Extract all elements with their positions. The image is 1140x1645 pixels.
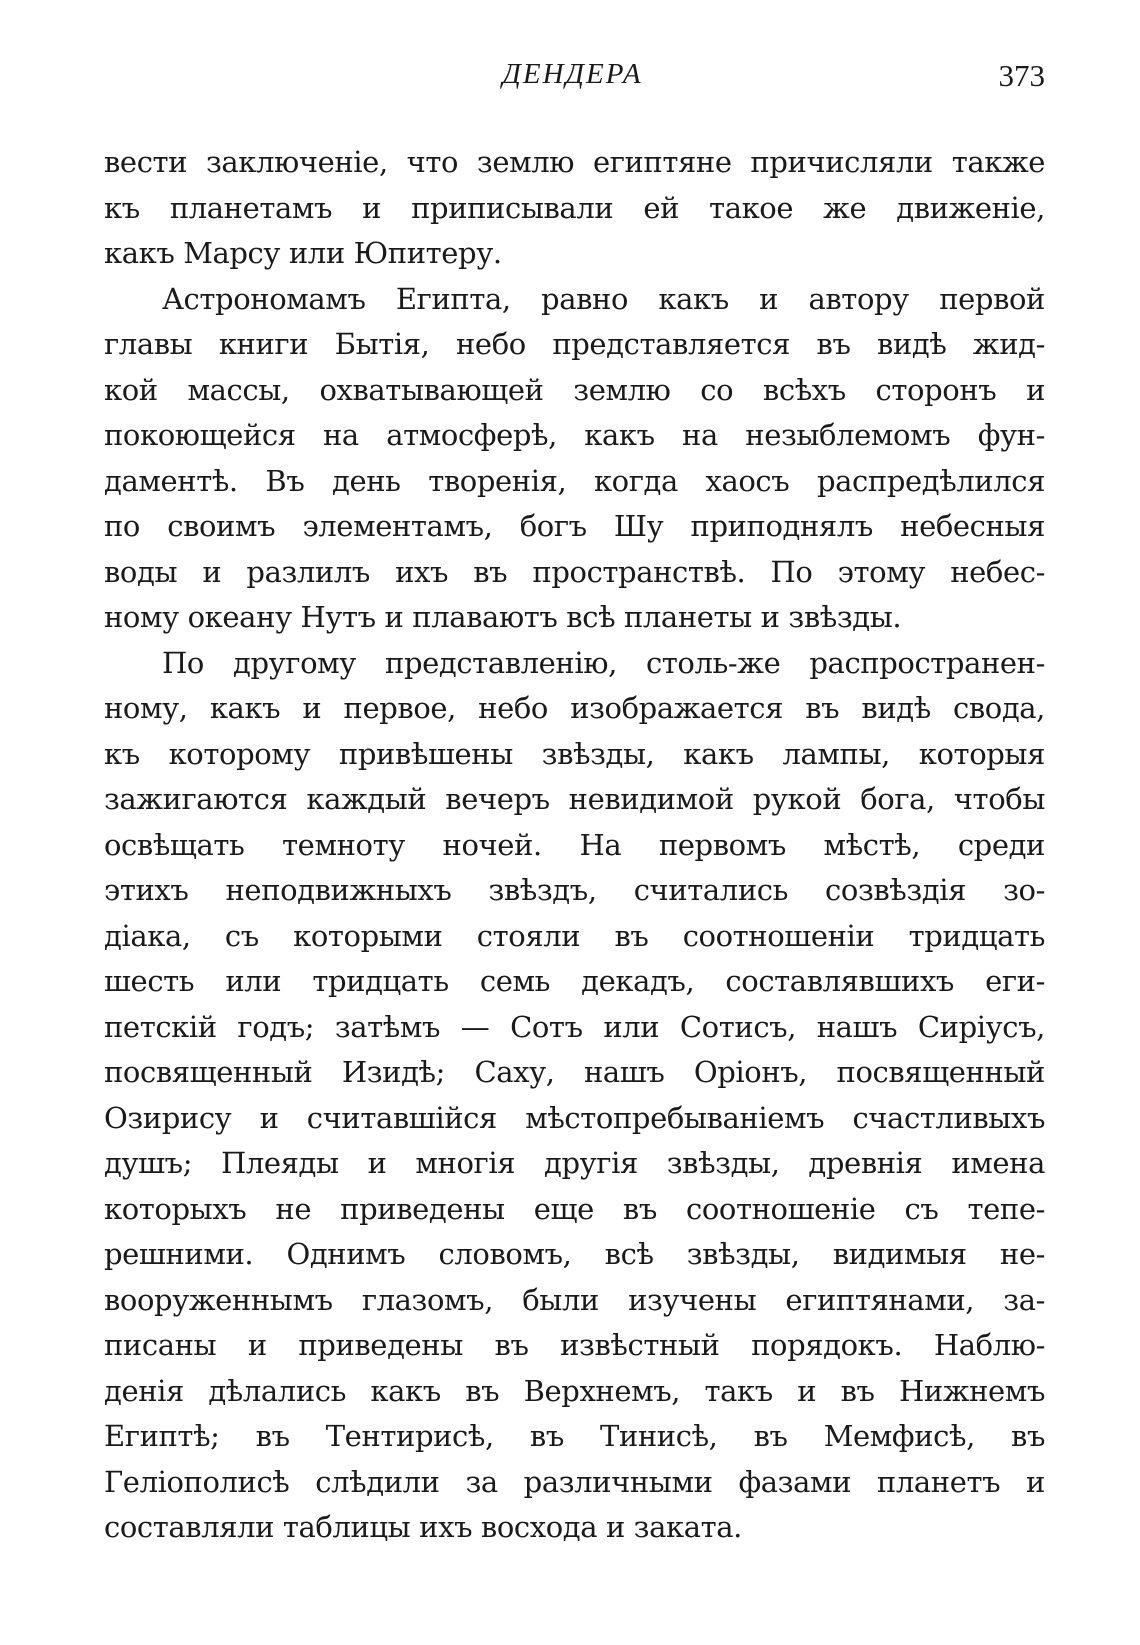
running-title: ДЕНДЕРА	[502, 58, 643, 90]
text-line: денія дѣлались какъ въ Верхнемъ, такъ и въ Нижнемъ	[104, 1373, 1045, 1408]
text-line: которыхъ не приведены еще въ соотношеніе съ тепе-	[104, 1191, 1045, 1226]
text-line: По другому представленію, столь-же распространен-	[162, 645, 1045, 680]
text-line: решними. Однимъ словомъ, всѣ звѣзды, видимыя не-	[104, 1237, 1045, 1271]
text-line: шесть или тридцать семь декадъ, составлявшихъ еги-	[104, 964, 1045, 998]
text-line: по своимъ элементамъ, богъ Шу приподнялъ небесныя	[104, 509, 1045, 543]
text-line: главы книги Бытія, небо представляется въ видѣ жид-	[104, 327, 1045, 361]
text-line: къ которому привѣшены звѣзды, какъ лампы, которыя	[104, 736, 1045, 771]
text-line: Астрономамъ Египта, равно какъ и автору первой	[162, 281, 1045, 316]
text-line: ному океану Нутъ и плаваютъ всѣ планеты и звѣзды.	[104, 600, 902, 634]
text-line: къ планетамъ и приписывали ей такое же движеніе,	[104, 190, 1045, 225]
text-line: вести заключеніе, что землю египтяне причисляли также	[104, 145, 1045, 179]
text-line: Египтѣ; въ Тентирисѣ, въ Тинисѣ, въ Мемфисѣ, въ	[104, 1419, 1045, 1453]
text-line: этихъ неподвижныхъ звѣздъ, считались созвѣздія зо-	[104, 873, 1045, 907]
text-line: какъ Марсу или Юпитеру.	[104, 236, 502, 270]
text-line: душъ; Плеяды и многія другія звѣзды, древнія имена	[104, 1146, 1045, 1180]
text-line: освѣщать темноту ночей. На первомъ мѣстѣ, среди	[104, 827, 1045, 862]
body-text	[104, 140, 1045, 1551]
text-line: даментѣ. Въ день творенія, когда хаосъ распредѣлился	[104, 463, 1045, 498]
text-line: Геліополисѣ слѣдили за различными фазами планетъ и	[104, 1464, 1045, 1499]
text-line: петскій годъ; затѣмъ — Сотъ или Сотисъ, нашъ Сиріусъ,	[104, 1009, 1045, 1044]
text-line: кой массы, охватывающей землю со всѣхъ сторонъ и	[104, 372, 1045, 407]
text-line: покоющейся на атмосферѣ, какъ на незыблемомъ фун-	[104, 418, 1045, 452]
text-line: вооруженнымъ глазомъ, были изучены египтянами, за-	[104, 1282, 1045, 1317]
text-line: діака, съ которыми стояли въ соотношеніи тридцать	[104, 918, 1045, 953]
text-line: составляли таблицы ихъ восхода и заката.	[104, 1510, 742, 1544]
paragraph	[104, 140, 1045, 277]
text-line: писаны и приведены въ извѣстный порядокъ. Наблю-	[104, 1328, 1045, 1362]
running-head	[100, 58, 1045, 98]
text-line: воды и разлилъ ихъ въ пространствѣ. По этому небес-	[104, 554, 1045, 589]
text-line: посвященный Изидѣ; Саху, нашъ Оріонъ, посвященный	[104, 1055, 1045, 1089]
text-line: ному, какъ и первое, небо изображается въ видѣ свода,	[104, 691, 1045, 725]
text-line: зажигаются каждый вечеръ невидимой рукой бога, чтобы	[104, 782, 1045, 816]
page-number: 373	[998, 58, 1045, 93]
paragraph	[104, 641, 1045, 1551]
text-line: Озирису и считавшійся мѣстопребываніемъ счастливыхъ	[104, 1100, 1045, 1135]
paragraph	[104, 277, 1045, 641]
